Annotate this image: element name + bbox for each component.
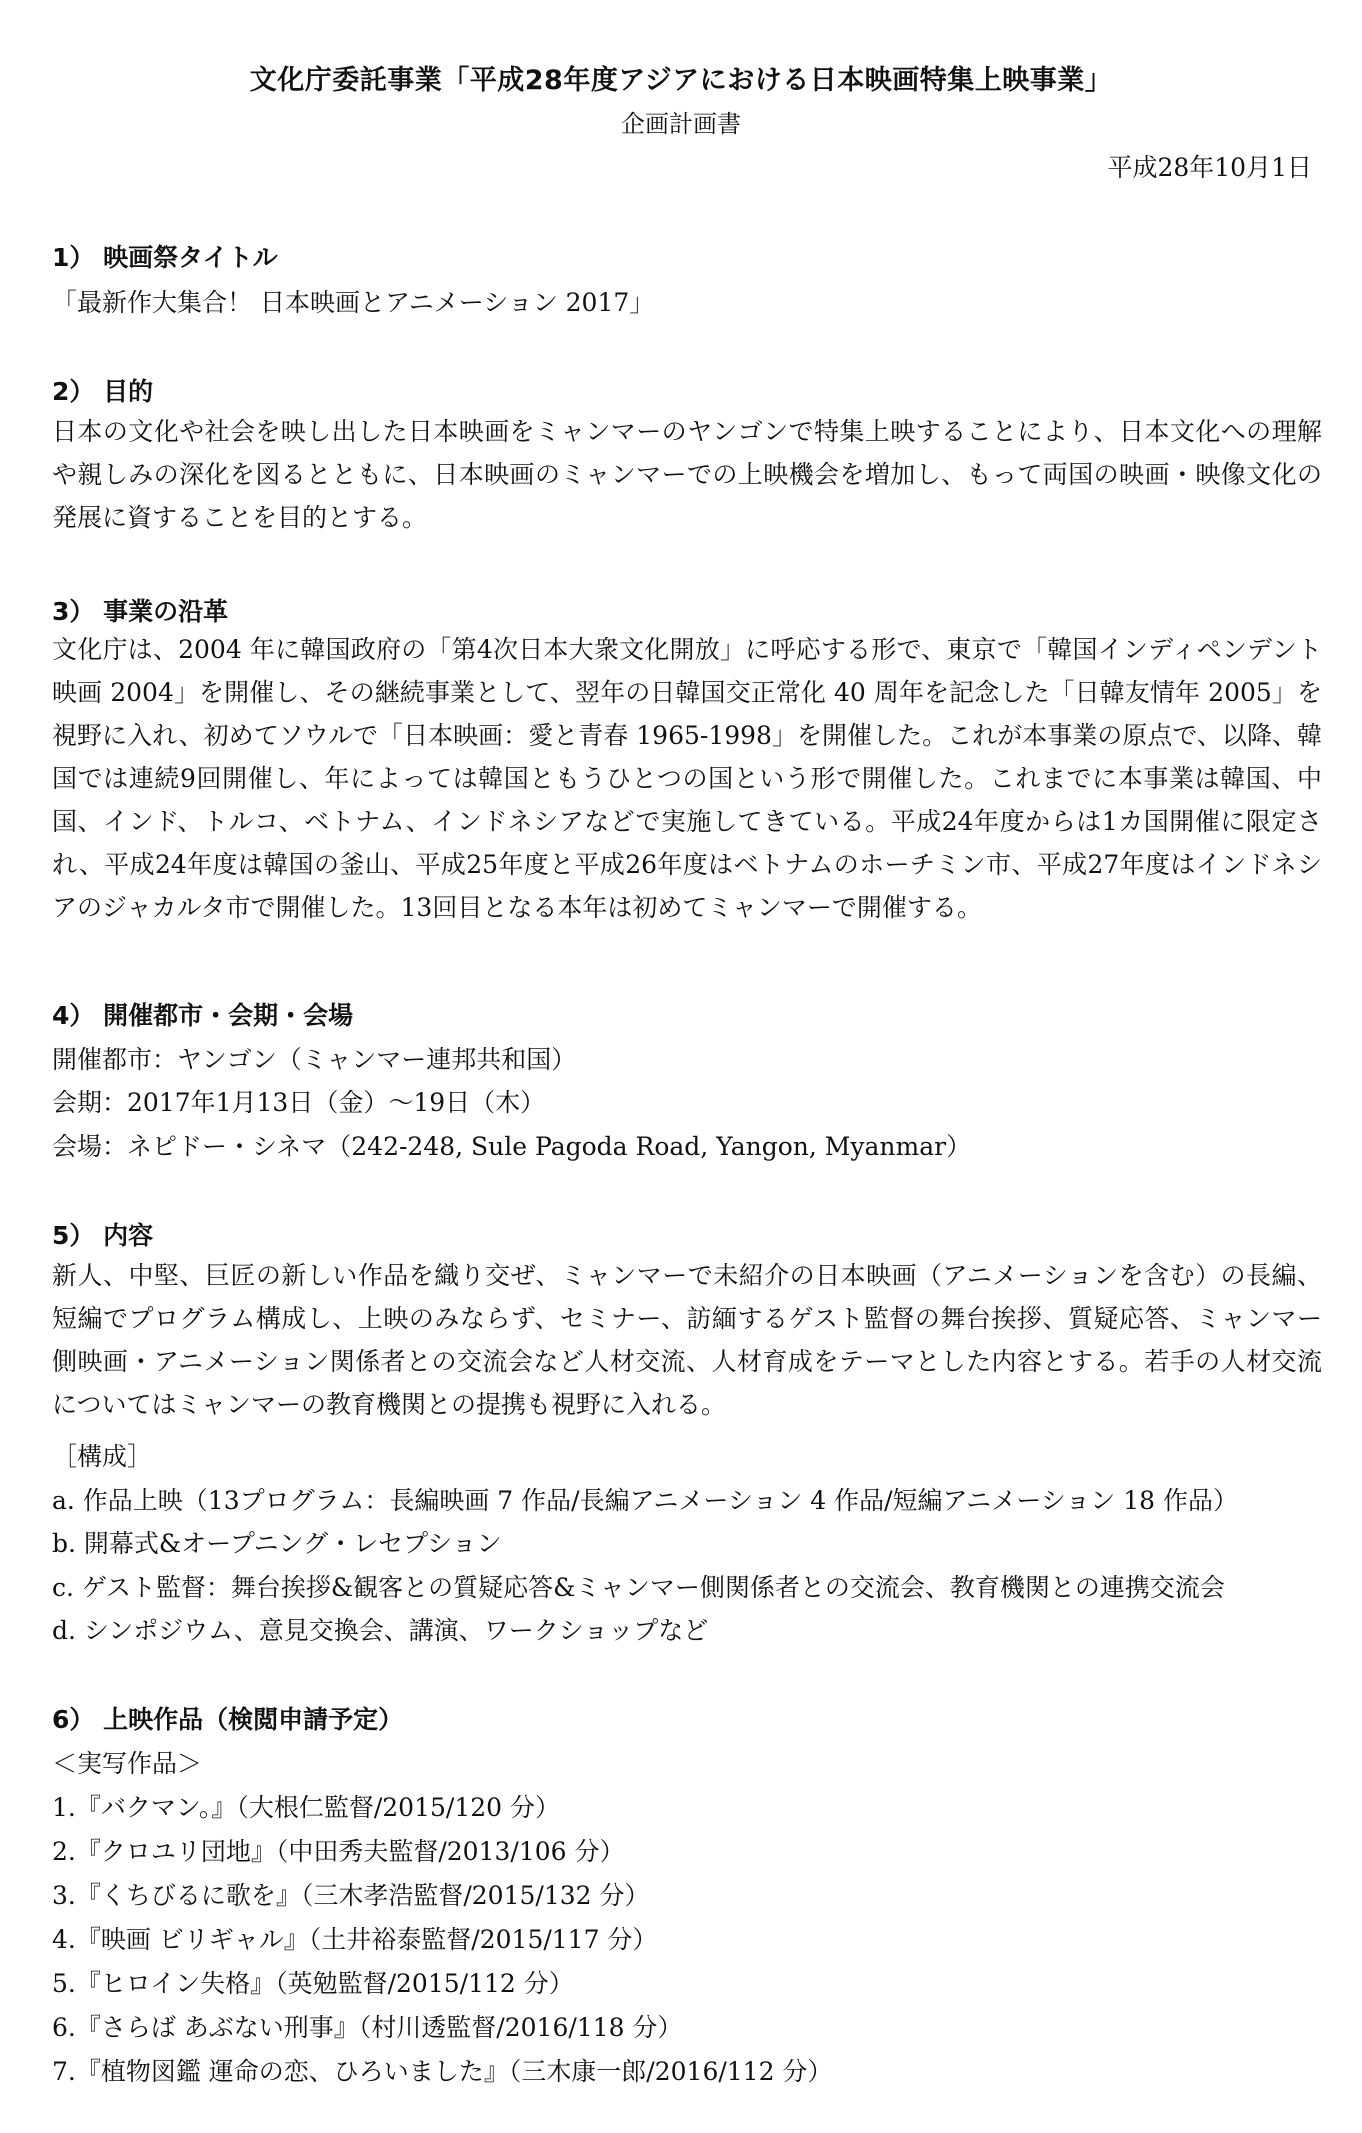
section-3-heading: 3） 事業の沿革 (52, 597, 229, 626)
structure-item: c. ゲスト監督：舞台挨拶&観客との質疑応答&ミャンマー側関係者との交流会、教育機関との連携交流会 (52, 1573, 1225, 1602)
section-6-heading: 6） 上映作品（検閲申請予定） (52, 1705, 404, 1734)
film-list-item: 7.『植物図鑑 運命の恋、ひろいました』（三木康一郎/2016/112 分） (52, 2057, 833, 2086)
festival-period: 会期：2017年1月13日（金）～19日（木） (52, 1088, 546, 1117)
history-paragraph: 文化庁は、2004 年に韓国政府の「第4次日本大衆文化開放」に呼応する形で、東京で「韓国インディペンデント映画 2004」を開催し、その継続事業として、翌年の日韓国交正常化 40 周年を記念した「日韓友情年 2005」を視野に入れ、初めてソウルで「日本映画：愛と青春 1965-1998」を開催した。これが本事業の原点で、以降、韓国では連続9回開催し、年によっては韓国ともうひとつの国という形で開催した。これまでに本事業は韓国、中国、インド、トルコ、ベトナム、インドネシアなどで実施してきている。平成24年度からは1カ国開催に限定され、平成24年度は韓国の釜山、平成25年度と平成26年度はベトナムのホーチミン市、平成27年度はインドネシアのジャカルタ市で開催した。13回目となる本年は初めてミャンマーで開催する。 (52, 635, 1322, 922)
section-1-heading: 1） 映画祭タイトル (52, 243, 278, 272)
film-list-item: 3.『くちびるに歌を』（三木孝浩監督/2015/132 分） (52, 1881, 650, 1910)
purpose-paragraph: 日本の文化や社会を映し出した日本映画をミャンマーのヤンゴンで特集上映することにより、日本文化への理解や親しみの深化を図るとともに、日本映画のミャンマーでの上映機会を増加し、もって両国の映画・映像文化の発展に資することを目的とする。 (52, 417, 1322, 532)
film-category-label: ＜実写作品＞ (52, 1749, 203, 1778)
structure-label: ［構成］ (52, 1442, 153, 1471)
film-list-item: 1.『バクマン。』（大根仁監督/2015/120 分） (52, 1793, 560, 1822)
structure-item: d. シンポジウム、意見交換会、講演、ワークショップなど (52, 1616, 709, 1645)
festival-venue: 会場：ネピドー・シネマ（242-248, Sule Pagoda Road, Yangon, Myanmar） (52, 1132, 972, 1161)
structure-item: b. 開幕式&オープニング・レセプション (52, 1529, 502, 1558)
film-list-item: 4.『映画 ビリギャル』（土井裕泰監督/2015/117 分） (52, 1925, 658, 1954)
section-4-heading: 4） 開催都市・会期・会場 (52, 1001, 354, 1030)
section-5-heading: 5） 内容 (52, 1221, 154, 1250)
film-list-item: 2.『クロユリ団地』（中田秀夫監督/2013/106 分） (52, 1837, 625, 1866)
film-list-item: 5.『ヒロイン失格』（英勉監督/2015/112 分） (52, 1969, 574, 1998)
structure-item: a. 作品上映（13プログラム：長編映画 7 作品/長編アニメーション 4 作品/短編アニメーション 18 作品） (52, 1486, 1239, 1515)
host-city: 開催都市：ヤンゴン（ミャンマー連邦共和国） (52, 1045, 577, 1074)
document-title: 文化庁委託事業「平成28年度アジアにおける日本映画特集上映事業」 (249, 65, 1113, 96)
festival-title: 「最新作大集合！ 日本映画とアニメーション 2017」 (52, 288, 655, 317)
content-paragraph: 新人、中堅、巨匠の新しい作品を織り交ぜ、ミャンマーで未紹介の日本映画（アニメーションを含む）の長編、短編でプログラム構成し、上映のみならず、セミナー、訪緬するゲスト監督の舞台挨拶、質疑応答、ミャンマー側映画・アニメーション関係者との交流会など人材交流、人材育成をテーマとした内容とする。若手の人材交流についてはミャンマーの教育機関との提携も視野に入れる。 (52, 1261, 1322, 1419)
film-list-item: 6.『さらば あぶない刑事』（村川透監督/2016/118 分） (52, 2013, 683, 2042)
section-2-heading: 2） 目的 (52, 377, 154, 406)
document-date: 平成28年10月1日 (1107, 153, 1312, 182)
document-subtitle: 企画計画書 (621, 110, 741, 138)
